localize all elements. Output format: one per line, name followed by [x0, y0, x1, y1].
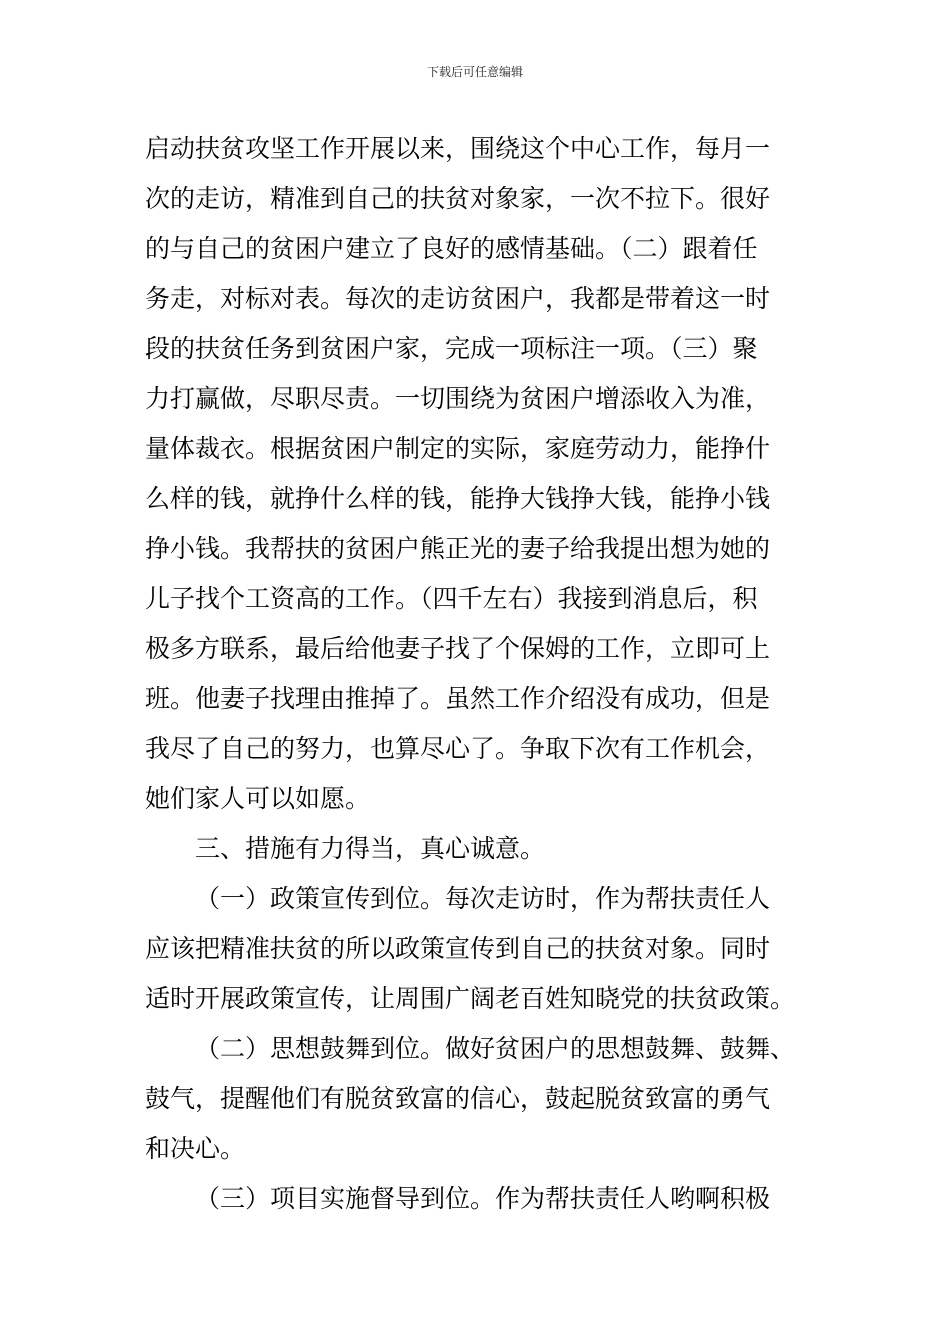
body-line: 启动扶贫攻坚工作开展以来，围绕这个中心工作，每月一 — [145, 134, 771, 163]
body-line: 力打赢做，尽职尽责。一切围绕为贫困户增添收入为准， — [145, 384, 771, 413]
body-line: 挣小钱。我帮扶的贫困户熊正光的妻子给我提出想为她的 — [145, 534, 771, 563]
body-line: 应该把精准扶贫的所以政策宣传到自己的扶贫对象。同时 — [145, 934, 771, 963]
body-line: 鼓气，提醒他们有脱贫致富的信心，鼓起脱贫致富的勇气 — [145, 1084, 771, 1113]
body-line: 儿子找个工资高的工作。（四千左右）我接到消息后，积 — [145, 584, 758, 613]
body-line: 班。他妻子找理由推掉了。虽然工作介绍没有成功，但是 — [145, 684, 771, 713]
body-line: （一）政策宣传到位。每次走访时，作为帮扶责任人 — [195, 884, 771, 913]
body-line: 的与自己的贫困户建立了良好的感情基础。（二）跟着任 — [145, 234, 758, 263]
body-line: （二）思想鼓舞到位。做好贫困户的思想鼓舞、鼓舞、 — [195, 1034, 796, 1063]
page-header: 下载后可任意编辑 — [426, 65, 523, 79]
body-line: 极多方联系，最后给他妻子找了个保姆的工作，立即可上 — [145, 634, 771, 663]
body-line: 段的扶贫任务到贫困户家，完成一项标注一项。（三）聚 — [145, 334, 758, 363]
body-line: 适时开展政策宣传，让周围广阔老百姓知晓党的扶贫政策。 — [145, 984, 796, 1013]
body-line: 么样的钱，就挣什么样的钱，能挣大钱挣大钱，能挣小钱 — [145, 484, 771, 513]
body-line: 次的走访，精准到自己的扶贫对象家，一次不拉下。很好 — [145, 184, 771, 213]
body-line: （三）项目实施督导到位。作为帮扶责任人哟啊积极 — [195, 1184, 771, 1213]
section-heading: 三、措施有力得当，真心诚意。 — [195, 834, 546, 863]
body-line: 务走，对标对表。每次的走访贫困户，我都是带着这一时 — [145, 284, 771, 313]
body-line: 我尽了自己的努力，也算尽心了。争取下次有工作机会， — [145, 734, 771, 763]
body-line: 她们家人可以如愿。 — [145, 784, 371, 813]
body-line: 量体裁衣。根据贫困户制定的实际，家庭劳动力，能挣什 — [145, 434, 771, 463]
body-line: 和决心。 — [145, 1134, 246, 1163]
